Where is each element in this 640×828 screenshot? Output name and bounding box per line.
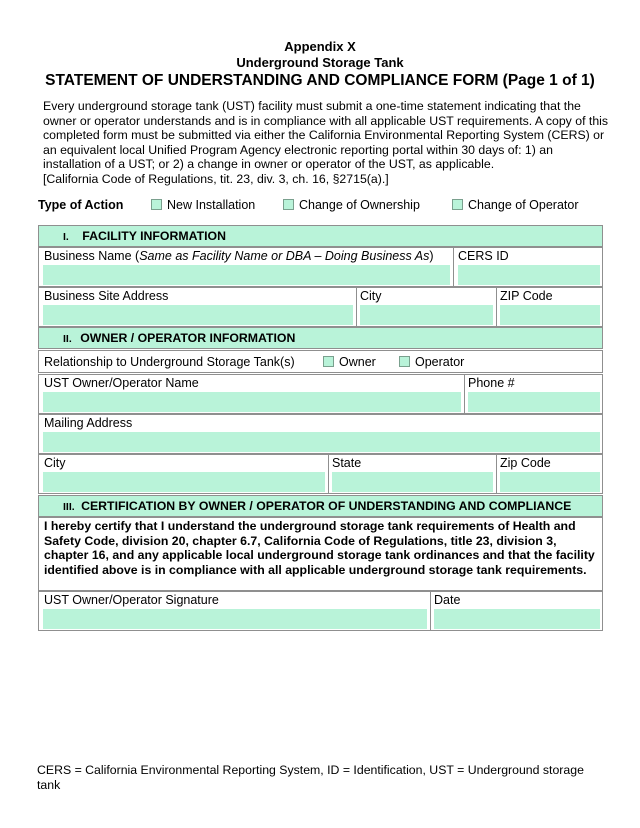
intro-citation: [California Code of Regulations, tit. 23, div. 3, ch. 16, §2715(a).] [43, 171, 389, 186]
phone-input[interactable] [468, 392, 600, 412]
site-zip-input[interactable] [500, 305, 600, 325]
form-title: STATEMENT OF UNDERSTANDING AND COMPLIANCE FORM (Page 1 of 1) [45, 72, 595, 89]
checkbox-change-of-ownership[interactable] [283, 199, 294, 210]
option-new-installation[interactable] [151, 198, 255, 212]
business-name-row [38, 247, 603, 287]
option-change-of-ownership[interactable] [283, 198, 420, 212]
signature-label: UST Owner/Operator Signature [44, 593, 219, 607]
option-operator-label: Operator [415, 355, 465, 369]
appendix-label: Appendix X [284, 39, 356, 54]
owner-zip-label: Zip Code [500, 456, 551, 470]
option-new-installation-label: New Installation [167, 198, 256, 212]
cers-id-input[interactable] [458, 265, 600, 285]
date-label: Date [434, 593, 461, 607]
section-1-number: I. [63, 231, 69, 243]
form-subtitle: Underground Storage Tank [236, 55, 404, 70]
business-name-label: Business Name (Same as Facility Name or DBA – Doing Business As) [44, 249, 434, 263]
section-1-header [38, 225, 603, 247]
signature-input[interactable] [43, 609, 427, 629]
mailing-address-row [38, 414, 603, 454]
owner-state-label: State [332, 456, 362, 470]
section-3-title: CERTIFICATION BY OWNER / OPERATOR OF UNDERSTANDING AND COMPLIANCE [81, 499, 572, 513]
date-input[interactable] [434, 609, 600, 629]
section-1-title: FACILITY INFORMATION [82, 229, 226, 243]
footer-abbreviations: CERS = California Environmental Reporting System, ID = Identification, UST = Underground storage tank [37, 763, 584, 792]
section-2-title: OWNER / OPERATOR INFORMATION [80, 331, 296, 345]
owner-city-row [38, 454, 603, 494]
certification-statement: I hereby certify that I understand the underground storage tank requirements of Health and Safety Code, division 20, chapter 6.7, California Code of Regulations, title 23, division 3, chapter 16, and any applicable local underground storage tank ordinances and that the facility identified above is in compliance with all applicable underground storage tank requirements. [44, 519, 595, 577]
relationship-label: Relationship to Underground Storage Tank(s) [44, 355, 295, 369]
checkbox-change-of-operator[interactable] [452, 199, 463, 210]
certification-box [38, 517, 603, 591]
section-2-number: II. [63, 333, 72, 345]
site-address-row [38, 287, 603, 327]
owner-city-label: City [44, 456, 66, 470]
section-2-header [38, 327, 603, 349]
cers-id-label: CERS ID [458, 249, 509, 263]
checkbox-operator[interactable] [399, 356, 410, 367]
section-3-number: III. [63, 501, 75, 513]
site-address-input[interactable] [43, 305, 353, 325]
mailing-address-input[interactable] [43, 432, 600, 452]
type-of-action-label: Type of Action [38, 198, 124, 212]
option-operator[interactable] [399, 355, 464, 369]
signature-row [38, 591, 603, 631]
option-owner[interactable] [323, 355, 376, 369]
section-3-header [38, 495, 603, 517]
option-change-of-operator[interactable] [452, 198, 579, 212]
owner-zip-input[interactable] [500, 472, 600, 492]
owner-city-input[interactable] [43, 472, 325, 492]
owner-name-input[interactable] [43, 392, 461, 412]
checkbox-owner[interactable] [323, 356, 334, 367]
phone-label: Phone # [468, 376, 515, 390]
site-city-input[interactable] [360, 305, 493, 325]
relationship-row [38, 350, 603, 373]
owner-state-input[interactable] [332, 472, 493, 492]
site-zip-label: ZIP Code [500, 289, 553, 303]
owner-name-label: UST Owner/Operator Name [44, 376, 199, 390]
site-address-label: Business Site Address [44, 289, 169, 303]
option-change-of-operator-label: Change of Operator [468, 198, 579, 212]
intro-text: Every underground storage tank (UST) facility must submit a one-time statement indicating that the owner or operator understands and is in compliance with all applicable UST requirements. A copy of this completed form must be submitted via either the California Environmental Reporting System (CERS) or an equivalent local Unified Program Agency electronic reporting portal within 30 days of: 1) an installation of a UST; or 2) a change in owner or operator of the UST, as applicable. [43, 99, 609, 172]
checkbox-new-installation[interactable] [151, 199, 162, 210]
option-owner-label: Owner [339, 355, 376, 369]
option-change-of-ownership-label: Change of Ownership [299, 198, 420, 212]
owner-name-row [38, 374, 603, 414]
intro-paragraph [43, 99, 611, 187]
mailing-address-label: Mailing Address [44, 416, 133, 430]
site-city-label: City [360, 289, 382, 303]
business-name-input[interactable] [43, 265, 450, 285]
